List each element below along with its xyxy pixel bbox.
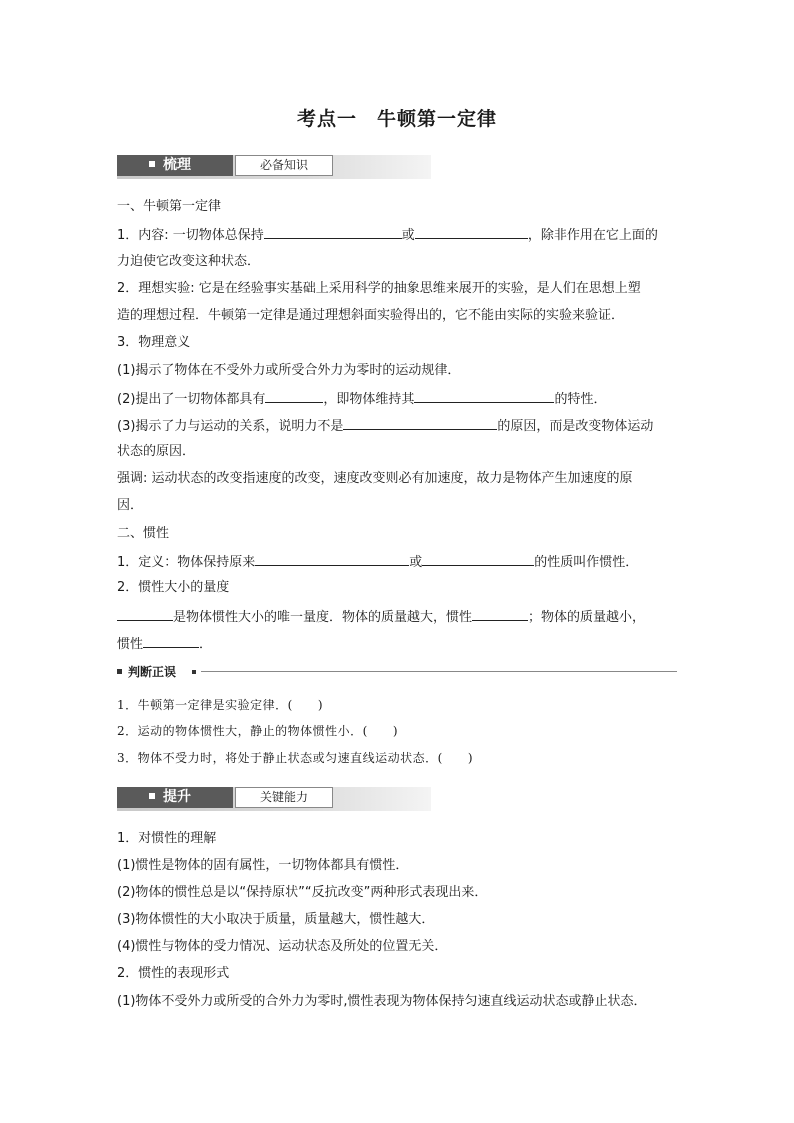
- judge-item: 2．运动的物体惯性大，静止的物体惯性小．( ): [117, 724, 398, 738]
- emphasis-line: 强调: 运动状态的改变指速度的改变，速度改变则必有加速度，故力是物体产生加速度的原: [117, 471, 633, 486]
- content-line: 是物体惯性大小的唯一量度．物体的质量越大，惯性 ；物体的质量越小，: [117, 607, 677, 627]
- section-header-label: 梳理: [117, 155, 233, 176]
- content-line: (2)物体的惯性总是以“保持原状”“反抗改变”两种形式表现出来．: [117, 885, 488, 900]
- page-title: 考点一 牛顿第一定律: [296, 108, 497, 130]
- square-bullet-icon: [149, 793, 155, 799]
- fill-blank[interactable]: [265, 389, 323, 403]
- fill-blank[interactable]: [255, 552, 409, 566]
- content-line: 状态的原因．: [117, 444, 196, 459]
- square-bullet-icon: [149, 161, 155, 167]
- content-line: (3)揭示了力与运动的关系，说明力不是 的原因，而是改变物体运动: [117, 416, 677, 436]
- content-line: 1．定义：物体保持原来 或 的性质叫作惯性．: [117, 552, 677, 572]
- fill-blank[interactable]: [117, 607, 173, 621]
- judge-item: 3．物体不受力时，将处于静止状态或匀速直线运动状态．( ): [117, 751, 474, 765]
- section-header-sort: [117, 155, 431, 179]
- fill-blank[interactable]: [343, 416, 497, 430]
- fill-blank[interactable]: [264, 225, 402, 239]
- square-bullet-icon: [117, 669, 122, 674]
- heading-physical-meaning: 3．物理意义: [117, 335, 191, 350]
- content-line: (1)惯性是物体的固有属性，一切物体都具有惯性．: [117, 858, 409, 873]
- divider: [201, 671, 677, 672]
- section-header-tag: 必备知识: [235, 155, 333, 176]
- section-header-tag: 关键能力: [235, 787, 333, 808]
- section-header-label: 提升: [117, 787, 233, 808]
- heading-inertia: 二、惯性: [117, 526, 170, 541]
- section-header-improve: [117, 787, 431, 811]
- content-line: (1)揭示了物体在不受外力或所受合外力为零时的运动规律．: [117, 363, 461, 378]
- judge-item: 1．牛顿第一定律是实验定律．( ): [117, 698, 323, 712]
- content-line: (1)物体不受外力或所受的合外力为零时,惯性表现为物体保持匀速直线运动状态或静止状态．: [117, 994, 647, 1009]
- fill-blank[interactable]: [422, 552, 534, 566]
- heading-inertia-forms: 2．惯性的表现形式: [117, 966, 230, 981]
- heading-understanding-inertia: 1．对惯性的理解: [117, 831, 217, 846]
- content-line: (4)惯性与物体的受力情况、运动状态及所处的位置无关．: [117, 939, 448, 954]
- content-line: 力迫使它改变这种状态．: [117, 254, 261, 269]
- content-line: 2．惯性大小的量度: [117, 580, 230, 595]
- content-line: (2)提出了一切物体都具有 ，即物体维持其 的特性．: [117, 389, 677, 409]
- content-line: 造的理想过程．牛顿第一定律是通过理想斜面实验得出的，它不能由实际的实验来验证．: [117, 308, 625, 323]
- fill-blank[interactable]: [415, 225, 528, 239]
- content-line: 1．内容: 一切物体总保持 或 ，除非作用在它上面的: [117, 225, 677, 245]
- fill-blank[interactable]: [414, 389, 554, 403]
- heading-newton-first-law: 一、牛顿第一定律: [117, 199, 222, 214]
- square-bullet-icon: [192, 670, 196, 674]
- content-line: (3)物体惯性的大小取决于质量，质量越大，惯性越大．: [117, 912, 435, 927]
- judge-header: 判断正误: [117, 663, 677, 681]
- fill-blank[interactable]: [472, 607, 528, 621]
- fill-blank[interactable]: [143, 634, 199, 648]
- content-line: 因．: [117, 498, 144, 513]
- content-line: 惯性 ．: [117, 634, 677, 654]
- content-line: 2．理想实验: 它是在经验事实基础上采用科学的抽象思维来展开的实验，是人们在思想上塑: [117, 281, 641, 296]
